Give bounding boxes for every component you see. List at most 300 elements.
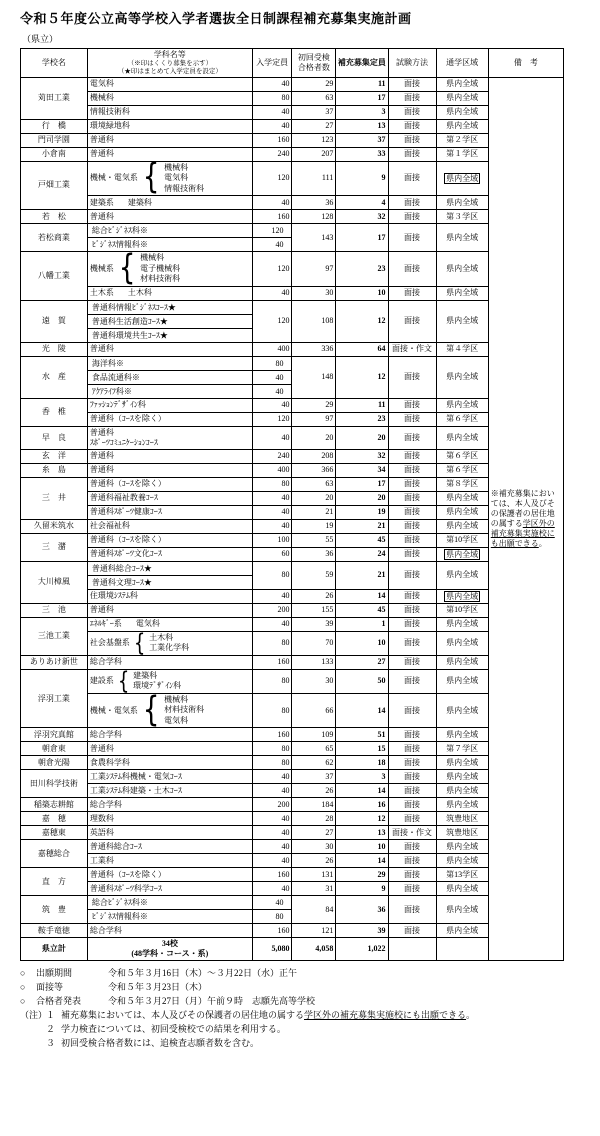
- exam-cell: 面接: [388, 561, 436, 589]
- application-period-value: 令和５年３月16日（木）～３月22日（水）正午: [108, 968, 298, 979]
- district-cell: [436, 342, 488, 356]
- exam-cell: 面接: [388, 770, 436, 784]
- dept-line: 普通科総合ｺｰｽ★: [91, 563, 152, 573]
- supplement-cell: 37: [336, 133, 388, 147]
- table-row: [21, 300, 564, 342]
- dept-cell: [87, 924, 252, 938]
- district-value: 県内全域: [446, 619, 479, 629]
- supplement-cell: 45: [336, 603, 388, 617]
- col-capacity: [252, 49, 292, 78]
- exam-cell: 面接: [388, 505, 436, 519]
- district-cell: [436, 426, 488, 449]
- capacity-cell: 120: [252, 412, 292, 426]
- dept-cell: [87, 119, 252, 133]
- dept-cell: [87, 196, 252, 210]
- table-row: [21, 655, 564, 669]
- note-1: [20, 1009, 590, 1023]
- capacity-cell: 40: [252, 589, 292, 603]
- district-value: 県内全域: [446, 79, 479, 89]
- passers-cell: 39: [292, 617, 336, 631]
- school-name: 門司学園: [21, 133, 88, 147]
- school-name: 三池工業: [21, 617, 88, 655]
- dept-cell: [87, 533, 252, 547]
- subtitle: （県立）: [22, 34, 59, 44]
- capacity-cell: 160: [252, 210, 292, 224]
- supplement-cell: 14: [336, 693, 388, 728]
- supplement-cell: 11: [336, 398, 388, 412]
- school-name: 小倉南: [21, 147, 88, 161]
- passers-cell: 27: [292, 826, 336, 840]
- table-row: [21, 742, 564, 756]
- passers-cell: 109: [292, 728, 336, 742]
- dept-line: 食農科学科: [89, 757, 130, 767]
- supplement-cell: 3: [336, 770, 388, 784]
- exam-cell: 面接: [388, 426, 436, 449]
- capacity-cell: 40: [252, 854, 292, 868]
- capacity-cell: 40: [252, 105, 292, 119]
- school-name: 浮羽究真館: [21, 728, 88, 742]
- supplement-cell: 10: [336, 286, 388, 300]
- passers-cell: 26: [292, 589, 336, 603]
- col-exam: [388, 49, 436, 78]
- col-dept: [87, 49, 252, 78]
- capacity-cell: 40: [252, 398, 292, 412]
- dept-line: 英語科: [89, 827, 114, 837]
- district-cell: [436, 398, 488, 412]
- dept-line: 海洋科※: [91, 358, 124, 368]
- district-value: 筑豊地区: [446, 813, 479, 823]
- capacity-cell: 40: [252, 617, 292, 631]
- district-cell: [436, 603, 488, 617]
- exam-cell: 面接: [388, 617, 436, 631]
- capacity-cell: [252, 224, 292, 252]
- dept-cell: [87, 756, 252, 770]
- col-passers: [292, 49, 336, 78]
- school-name: 香 椎: [21, 398, 88, 426]
- supplement-cell: 12: [336, 812, 388, 826]
- passers-cell: 37: [292, 770, 336, 784]
- recruitment-table: [20, 48, 564, 961]
- col-exam-label: 試験方法: [396, 57, 429, 67]
- school-name: 稲築志耕館: [21, 798, 88, 812]
- col-dept-label: 学科名等: [153, 50, 186, 59]
- district-cell: [436, 561, 488, 589]
- table-row: [21, 426, 564, 449]
- dept-line: 普通科: [89, 211, 114, 221]
- district-value: 県内全域: [446, 729, 479, 739]
- capacity-cell: [252, 896, 292, 924]
- exam-cell: 面接: [388, 398, 436, 412]
- dept-line: 機械科: [140, 253, 165, 263]
- passers-cell: 111: [292, 161, 336, 196]
- col-passers-label-2: 合格者数: [297, 62, 330, 72]
- supplement-cell: 9: [336, 161, 388, 196]
- district-value: 県内全域: [446, 799, 479, 809]
- passers-cell: 4,058: [292, 938, 336, 961]
- district-value: 県内全域: [446, 507, 479, 517]
- district-cell: [436, 826, 488, 840]
- capacity-cell: 40: [252, 119, 292, 133]
- dept-line: 工業化学科: [149, 643, 190, 653]
- dept-line: 普通科環境共生ｺｰｽ★: [88, 328, 252, 342]
- table-row: [21, 547, 564, 561]
- capacity-cell: 160: [252, 655, 292, 669]
- table-row: [21, 693, 564, 728]
- district-cell: [436, 655, 488, 669]
- dept-cell: [87, 547, 252, 561]
- table-row: [21, 896, 564, 924]
- dept-line: 普通科文理ｺｰｽ★: [88, 575, 252, 589]
- supplement-cell: 11: [336, 77, 388, 91]
- passers-cell: 128: [292, 210, 336, 224]
- dept-cell: [87, 603, 252, 617]
- table-row: [21, 133, 564, 147]
- dept-line: 普通科: [89, 451, 114, 461]
- district-cell: [436, 491, 488, 505]
- col-school: [21, 49, 88, 78]
- table-row: [21, 224, 564, 252]
- table-row: [21, 77, 564, 91]
- exam-cell: 面接: [388, 742, 436, 756]
- capacity-cell: 80: [252, 669, 292, 693]
- supplement-cell: 24: [336, 547, 388, 561]
- exam-cell: 面接: [388, 356, 436, 398]
- dept-line: ﾌｧｯｼｮﾝﾃﾞｻﾞｲﾝ科: [89, 400, 146, 410]
- supplement-cell: 19: [336, 505, 388, 519]
- passers-cell: 26: [292, 784, 336, 798]
- dept-cell: [87, 589, 252, 603]
- dept-line: 環境緑地科: [89, 121, 130, 131]
- capacity-cell: 120: [252, 161, 292, 196]
- application-period-label: 出願期間: [36, 968, 73, 979]
- exam-cell: 面接: [388, 133, 436, 147]
- supplement-cell: 32: [336, 449, 388, 463]
- district-cell: [436, 119, 488, 133]
- table-row: [21, 477, 564, 491]
- district-value: 第８学区: [446, 479, 479, 489]
- exam-cell: 面接: [388, 756, 436, 770]
- dept-cell: [87, 491, 252, 505]
- table-row: [21, 728, 564, 742]
- dept-line: 情報技術科: [164, 183, 205, 193]
- passers-cell: 21: [292, 505, 336, 519]
- district-value: 県内全域: [446, 493, 479, 503]
- exam-cell: 面接: [388, 412, 436, 426]
- dept-line: 総合学科: [89, 799, 122, 809]
- district-value: 県内全域: [446, 771, 479, 781]
- dept-line: 電子機械科: [140, 263, 181, 273]
- dept-cell: [87, 157, 252, 198]
- district-cell: [436, 286, 488, 300]
- dept-line: 工業ｼｽﾃﾑ科機械・電気ｺｰｽ: [89, 771, 182, 781]
- district-value: 第６学区: [446, 465, 479, 475]
- district-cell: [436, 196, 488, 210]
- brace-glyph: {: [142, 157, 160, 198]
- dept-line: 普通科: [89, 427, 114, 437]
- passers-cell: 20: [292, 426, 336, 449]
- district-value: 第７学区: [446, 743, 479, 753]
- passers-cell: 27: [292, 119, 336, 133]
- dept-cell: [87, 882, 252, 896]
- col-supplement-label: 補充募集定員: [337, 57, 386, 67]
- table-row: [21, 119, 564, 133]
- dept-line: 機械科: [89, 93, 114, 103]
- dept-line: 普通科: [89, 743, 114, 753]
- capacity-cell: 160: [252, 728, 292, 742]
- district-cell: [436, 742, 488, 756]
- dept-cell: [87, 426, 252, 449]
- capacity-line: 120: [271, 226, 284, 236]
- district-cell: [436, 224, 488, 252]
- capacity-cell: 40: [252, 826, 292, 840]
- district-cell: [436, 300, 488, 342]
- dept-line: 工業ｼｽﾃﾑ科建築・土木ｺｰｽ: [89, 785, 182, 795]
- dept-cell: [87, 840, 252, 854]
- brace-glyph: {: [118, 247, 136, 288]
- district-value: 県内全域: [446, 785, 479, 795]
- supplement-cell: 64: [336, 342, 388, 356]
- capacity-cell: 400: [252, 463, 292, 477]
- school-name: ありあけ新世: [21, 655, 88, 669]
- dept-group-label: 機械系: [89, 263, 114, 273]
- school-name: 若松商業: [21, 224, 88, 252]
- school-name: 久留米筑水: [21, 519, 88, 533]
- district-cell: [436, 477, 488, 491]
- exam-cell: 面接: [388, 868, 436, 882]
- dept-line: 材料技術科: [140, 274, 181, 284]
- district-value: 県内全域: [446, 841, 479, 851]
- note-3: [20, 1037, 590, 1051]
- exam-cell: 面接・作文: [388, 342, 436, 356]
- passers-cell: 55: [292, 533, 336, 547]
- table-row: [21, 854, 564, 868]
- district-cell: [436, 812, 488, 826]
- table-row: [21, 617, 564, 631]
- capacity-cell: 80: [252, 561, 292, 589]
- district-cell: [436, 840, 488, 854]
- table-row: [21, 756, 564, 770]
- passers-cell: 26: [292, 854, 336, 868]
- capacity-cell: 40: [252, 784, 292, 798]
- exam-cell: 面接: [388, 300, 436, 342]
- passers-cell: 123: [292, 133, 336, 147]
- district-value: 県内全域: [446, 232, 479, 242]
- district-value: 県内全域: [446, 173, 479, 183]
- supplement-cell: 23: [336, 252, 388, 287]
- capacity-cell: 5,080: [252, 938, 292, 961]
- dept-line: 普通科: [89, 605, 114, 615]
- school-name: 行 橋: [21, 119, 88, 133]
- table-row: [21, 826, 564, 840]
- school-name: 若 松: [21, 210, 88, 224]
- dept-line: 建築科: [127, 197, 152, 207]
- dept-cell: [87, 286, 252, 300]
- table-body: [21, 77, 564, 961]
- table-row: [21, 505, 564, 519]
- supplement-cell: 34: [336, 463, 388, 477]
- district-value: 県内全域: [446, 925, 479, 935]
- school-name: 苅田工業: [21, 77, 88, 119]
- passers-cell: 66: [292, 693, 336, 728]
- dept-cell: [87, 938, 252, 961]
- exam-cell: [388, 938, 436, 961]
- capacity-line: 40: [253, 384, 292, 398]
- page-title: 令和５年度公立高等学校入学者選抜全日制課程補充募集実施計画: [20, 11, 412, 26]
- note-1-text: 補充募集においては、本人及びその保護者の居住地の属する学区外の補充募集実施校にも出願できる。: [61, 1010, 476, 1021]
- dept-line: 普通科福祉教養ｺｰｽ: [89, 493, 158, 503]
- dept-line: 普通科: [89, 135, 114, 145]
- passers-cell: 108: [292, 300, 336, 342]
- district-cell: [436, 77, 488, 91]
- dept-line: 電気科: [89, 79, 114, 89]
- note-2: [20, 1023, 590, 1037]
- dept-cell: [87, 247, 252, 288]
- capacity-cell: 160: [252, 868, 292, 882]
- dept-cell: [87, 210, 252, 224]
- note-1-number: １: [46, 1010, 56, 1021]
- exam-cell: 面接: [388, 91, 436, 105]
- dept-cell: [87, 617, 252, 631]
- passers-cell: 336: [292, 342, 336, 356]
- district-cell: [436, 533, 488, 547]
- supplement-cell: 14: [336, 589, 388, 603]
- table-row: [21, 589, 564, 603]
- passers-cell: 29: [292, 77, 336, 91]
- dept-line: 食品流通科※: [88, 370, 252, 384]
- capacity-cell: 80: [252, 756, 292, 770]
- exam-cell: 面接: [388, 784, 436, 798]
- dept-line: 普通科生活創造ｺｰｽ★: [88, 314, 252, 328]
- supplement-cell: 27: [336, 655, 388, 669]
- district-cell: [436, 770, 488, 784]
- supplement-cell: 3: [336, 105, 388, 119]
- district-cell: [436, 728, 488, 742]
- dept-cell: [87, 784, 252, 798]
- dept-line: 普通科: [89, 149, 114, 159]
- dept-cell: [87, 629, 252, 658]
- table-row: [21, 784, 564, 798]
- table-row: [21, 491, 564, 505]
- table-header-row: [21, 49, 564, 78]
- note-3-number: ３: [46, 1038, 56, 1049]
- district-value: 県内全域: [446, 638, 479, 648]
- dept-cell: [87, 356, 252, 398]
- exam-cell: 面接: [388, 589, 436, 603]
- district-value: 第13学区: [446, 869, 479, 879]
- district-value: 県内全域: [446, 657, 479, 667]
- school-name: 直 方: [21, 868, 88, 896]
- table-row: [21, 463, 564, 477]
- dept-cell: [87, 398, 252, 412]
- table-row: [21, 398, 564, 412]
- dept-group-label: 社会基盤系: [89, 638, 130, 648]
- dept-cell: [87, 868, 252, 882]
- application-period-line: [20, 967, 590, 981]
- circle-mark: ○: [20, 968, 26, 979]
- dept-line: 普通科: [89, 465, 114, 475]
- exam-cell: 面接・作文: [388, 826, 436, 840]
- district-value: 第10学区: [446, 605, 479, 615]
- dept-line: ｱｸｱﾗｲﾌ科※: [88, 384, 252, 398]
- school-name: 戸畑工業: [21, 161, 88, 210]
- district-value: 県内全域: [446, 197, 479, 207]
- capacity-cell: 100: [252, 533, 292, 547]
- brace-glyph: {: [117, 667, 130, 696]
- supplement-cell: 29: [336, 868, 388, 882]
- col-passers-label-1: 初回受検: [297, 52, 330, 62]
- capacity-line: 80: [253, 909, 292, 923]
- dept-group-label: 土木系: [89, 288, 114, 298]
- dept-group-label: 建設系: [89, 676, 114, 686]
- exam-cell: 面接: [388, 547, 436, 561]
- exam-cell: 面接: [388, 161, 436, 196]
- table-row: [21, 342, 564, 356]
- district-cell: [436, 105, 488, 119]
- note-3-text: 初回受検合格者数には、追検査志願者数を含む。: [61, 1038, 260, 1049]
- dept-cell: [87, 105, 252, 119]
- capacity-cell: 40: [252, 491, 292, 505]
- dept-line: 総合ﾋﾞｼﾞﾈｽ科※: [91, 226, 148, 236]
- school-name: 玄 洋: [21, 449, 88, 463]
- dept-cell: [87, 667, 252, 696]
- table-row: [21, 561, 564, 589]
- district-cell: [436, 631, 488, 655]
- dept-cell: [87, 77, 252, 91]
- supplement-cell: 21: [336, 519, 388, 533]
- dept-line: 理数科: [89, 813, 114, 823]
- district-cell: [436, 356, 488, 398]
- supplement-cell: 13: [336, 826, 388, 840]
- dept-line: ﾋﾞｼﾞﾈｽ情報科※: [88, 909, 252, 923]
- dept-cell: [87, 770, 252, 784]
- passers-cell: 84: [292, 896, 336, 924]
- col-school-label: 学校名: [41, 57, 66, 67]
- district-cell: [436, 669, 488, 693]
- district-cell: [436, 547, 488, 561]
- district-cell: [436, 505, 488, 519]
- exam-cell: 面接: [388, 449, 436, 463]
- school-name: 八幡工業: [21, 252, 88, 301]
- district-cell: [436, 589, 488, 603]
- dept-cell: [87, 91, 252, 105]
- district-value: 県内全域: [446, 676, 479, 686]
- dept-cell: [87, 854, 252, 868]
- table-row: [21, 161, 564, 196]
- dept-line: 普通科情報ﾋﾞｼﾞﾈｽｺｰｽ★: [91, 302, 176, 312]
- school-name: 三 潴: [21, 533, 88, 561]
- passers-cell: 31: [292, 882, 336, 896]
- capacity-cell: 400: [252, 342, 292, 356]
- supplement-cell: 14: [336, 854, 388, 868]
- passers-cell: 97: [292, 412, 336, 426]
- supplement-cell: 33: [336, 147, 388, 161]
- school-name: 嘉穂東: [21, 826, 88, 840]
- district-cell: [436, 91, 488, 105]
- supplement-cell: 9: [336, 882, 388, 896]
- capacity-cell: 240: [252, 147, 292, 161]
- dept-cell: [87, 561, 252, 589]
- district-cell: [436, 854, 488, 868]
- dept-line: 普通科総合ｺｰｽ: [89, 841, 142, 851]
- exam-cell: 面接: [388, 224, 436, 252]
- exam-cell: 面接: [388, 924, 436, 938]
- school-name: 早 良: [21, 426, 88, 449]
- passers-cell: 62: [292, 756, 336, 770]
- passers-cell: 63: [292, 91, 336, 105]
- passers-cell: 30: [292, 840, 336, 854]
- exam-cell: 面接: [388, 669, 436, 693]
- dept-line: 普通科（ｺｰｽを除く）: [89, 869, 166, 879]
